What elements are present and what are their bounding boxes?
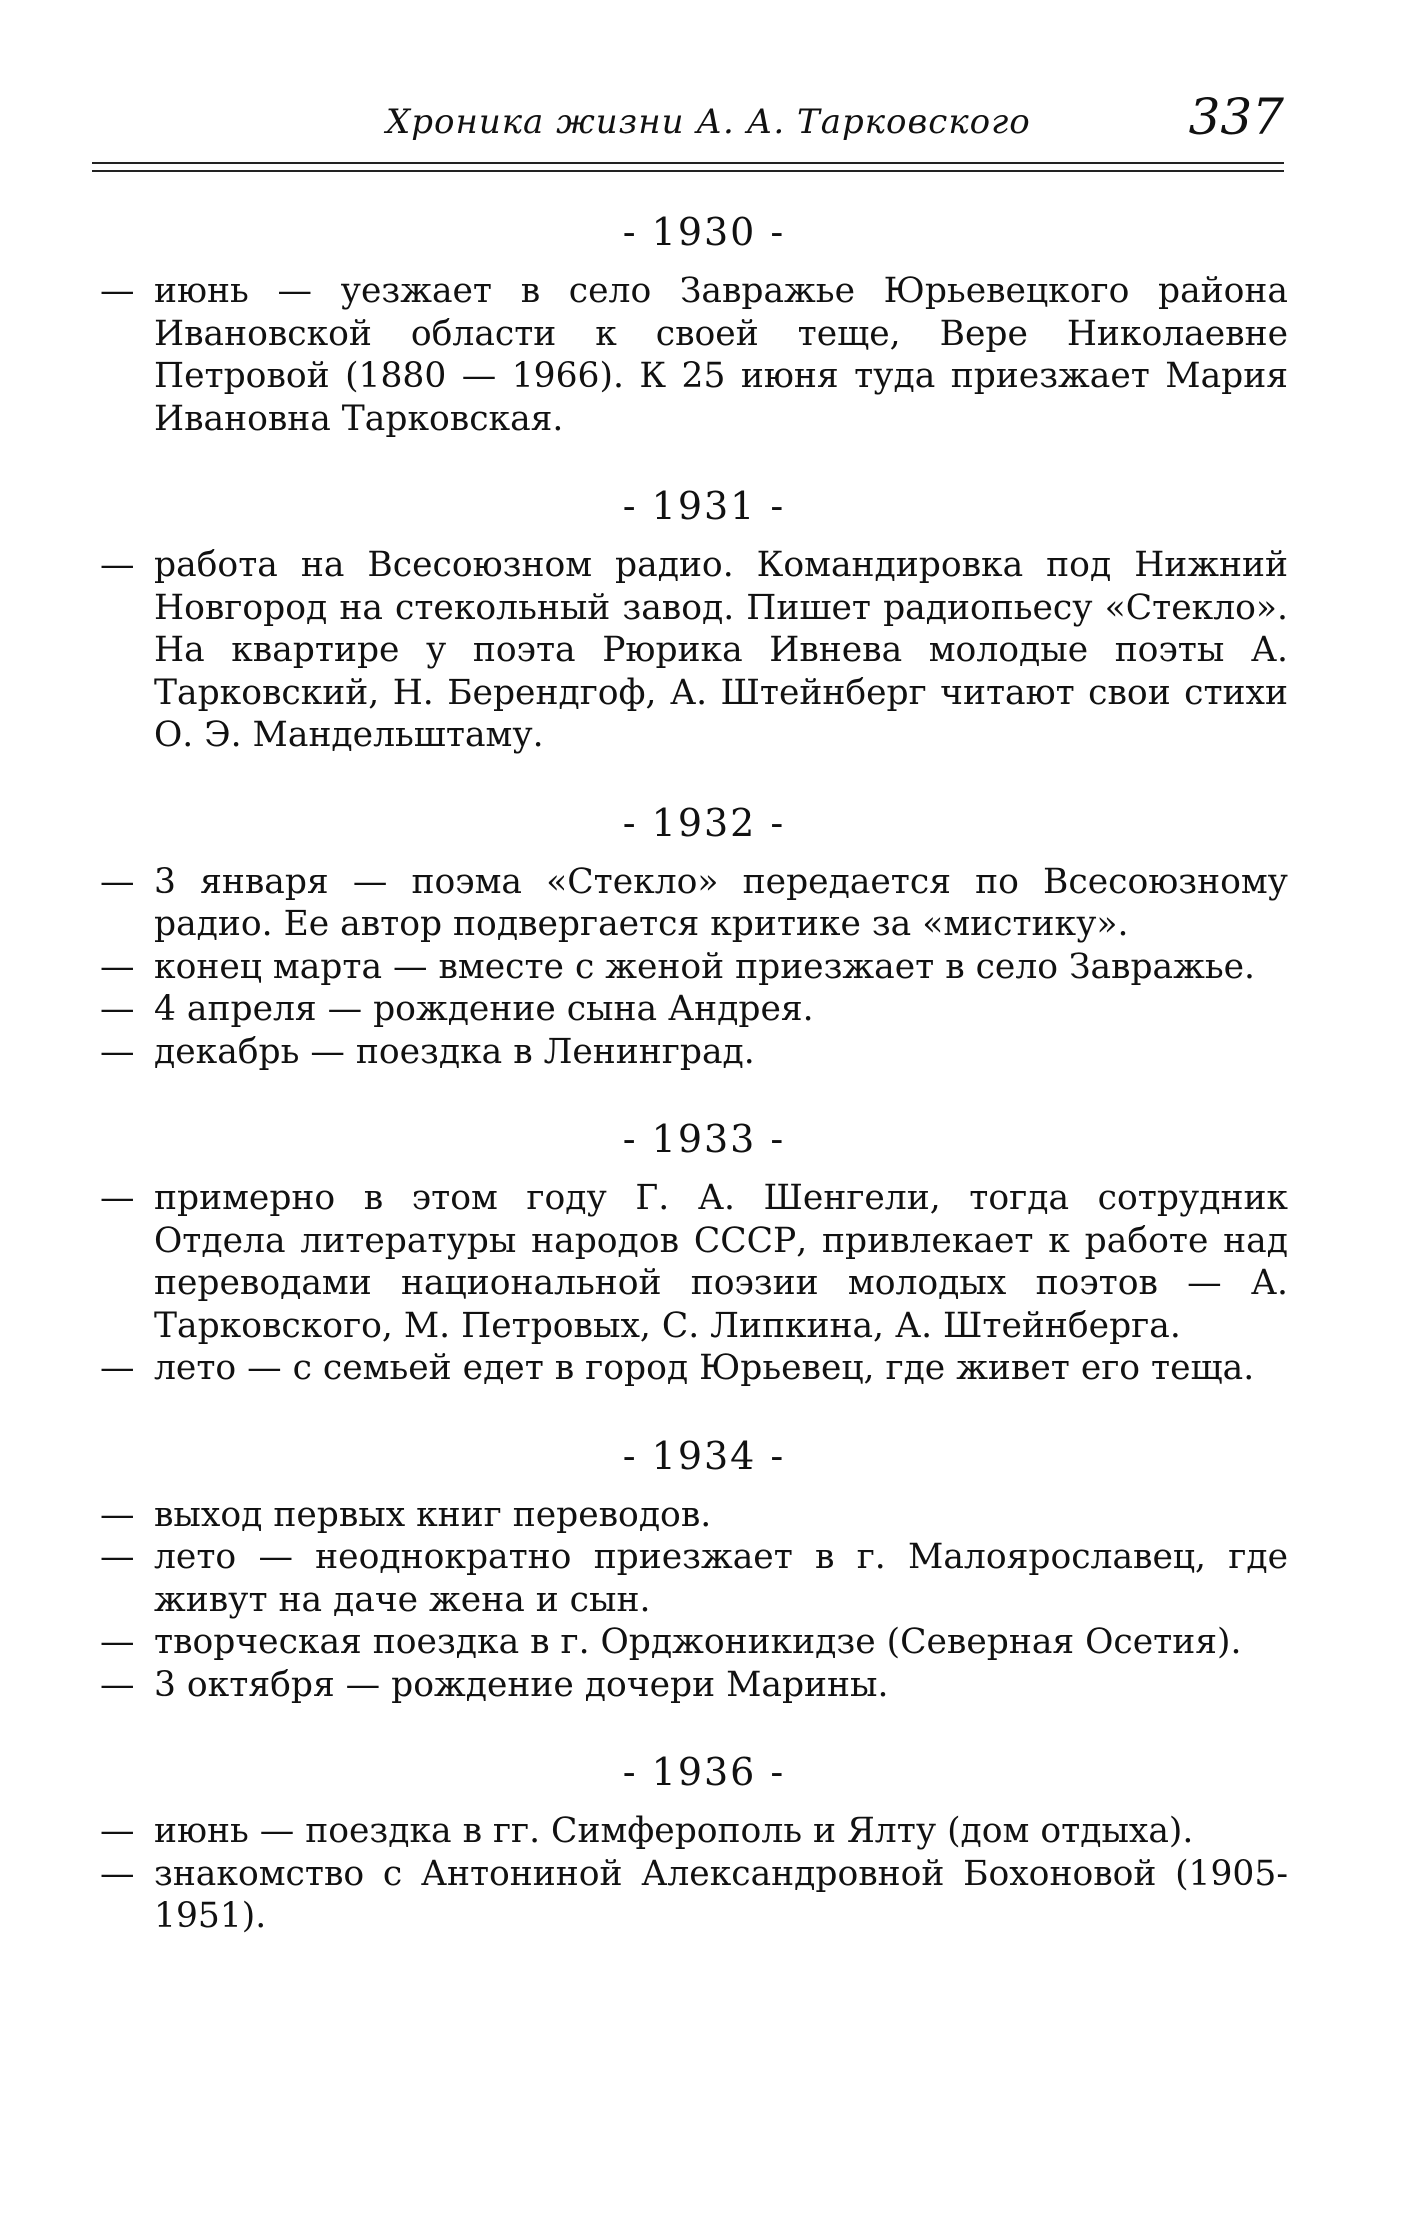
header-rule xyxy=(92,162,1284,172)
year-heading: - 1936 - xyxy=(622,1750,786,1794)
entry-text: работа на Всесоюзном радио. Командировка под Нижний Новгород на стекольный завод. Пишет радиопьесу «Стекло». На квартире у поэта Рюрика Ивнева молодые поэты А. Тарковский, Н. Берендгоф, А. Штейнберг читают свои стихи О. Э. Мандельштаму. xyxy=(154,545,1288,755)
year-heading: - 1930 - xyxy=(622,210,786,254)
entry-list xyxy=(100,270,1288,440)
chronicle-entry xyxy=(100,988,1288,1031)
year-section xyxy=(100,1113,1288,1390)
chronicle-entry xyxy=(100,1031,1288,1074)
entry-text: декабрь — поездка в Ленинград. xyxy=(154,1031,755,1072)
chronicle-entry xyxy=(100,946,1288,989)
year-heading: - 1931 - xyxy=(622,484,786,528)
year-section xyxy=(100,1430,1288,1707)
entry-text: творческая поездка в г. Орджоникидзе (Северная Осетия). xyxy=(154,1622,1242,1662)
entry-list xyxy=(100,544,1288,757)
entry-text: 3 октября — рождение дочери Марины. xyxy=(154,1664,889,1705)
entry-list xyxy=(100,861,1288,1074)
entry-dash: — xyxy=(100,545,135,585)
entry-text: примерно в этом году Г. А. Шенгели, тогда сотрудник Отдела литературы народов СССР, привлекает к работе над переводами национальной поэзии молодых поэтов — А. Тарковского, М. Петровых, С. Липкина, А. Штейнберга. xyxy=(154,1178,1288,1346)
entry-text: знакомство с Антониной Александровной Бохоновой (1905-1951). xyxy=(154,1853,1288,1936)
entry-list xyxy=(100,1177,1288,1390)
running-title: Хроника жизни А. А. Тарковского xyxy=(386,102,1031,142)
entry-text: 4 апреля — рождение сына Андрея. xyxy=(154,989,814,1029)
page-number: 337 xyxy=(1188,88,1284,146)
entry-dash: — xyxy=(100,1622,135,1662)
year-section xyxy=(100,1746,1288,1938)
entry-dash: — xyxy=(100,271,135,311)
entry-dash: — xyxy=(100,861,135,902)
entry-text: июнь — уезжает в село Завражье Юрьевецкого района Ивановской области к своей теще, Вере Николаевне Петровой (1880 — 1966). К 25 июня туда приезжает Мария Ивановна Тарковская. xyxy=(154,271,1288,439)
entry-text: лето — неоднократно приезжает в г. Малоярославец, где живут на даче жена и сын. xyxy=(154,1537,1288,1620)
year-section xyxy=(100,480,1288,757)
chronicle-entry xyxy=(100,544,1288,757)
chronicle-entry xyxy=(100,1810,1288,1853)
chronicle-body xyxy=(100,206,1288,1978)
entry-text: июнь — поездка в гг. Симферополь и Ялту (дом отдыха). xyxy=(154,1811,1194,1851)
year-section xyxy=(100,797,1288,1074)
entry-dash: — xyxy=(100,989,135,1029)
chronicle-entry xyxy=(100,1664,1288,1707)
entry-dash: — xyxy=(100,1537,135,1577)
entry-dash: — xyxy=(100,1031,135,1072)
chronicle-entry xyxy=(100,1536,1288,1621)
entry-dash: — xyxy=(100,1348,135,1388)
chronicle-entry xyxy=(100,1621,1288,1664)
year-heading: - 1933 - xyxy=(622,1117,786,1161)
entry-text: 3 января — поэма «Стекло» передается по Всесоюзному радио. Ее автор подвергается критике за «мистику». xyxy=(154,861,1288,944)
year-heading: - 1932 - xyxy=(622,800,786,845)
year-heading: - 1934 - xyxy=(622,1433,786,1478)
entry-dash: — xyxy=(100,1494,135,1535)
entry-list xyxy=(100,1494,1288,1707)
entry-text: конец марта — вместе с женой приезжает в село Завражье. xyxy=(154,946,1256,987)
entry-list xyxy=(100,1810,1288,1938)
page-header xyxy=(92,88,1284,158)
entry-dash: — xyxy=(100,1664,135,1705)
chronicle-entry xyxy=(100,1494,1288,1537)
chronicle-entry xyxy=(100,1177,1288,1347)
entry-dash: — xyxy=(100,1853,135,1894)
entry-dash: — xyxy=(100,1178,135,1218)
entry-text: выход первых книг переводов. xyxy=(154,1494,712,1535)
year-section xyxy=(100,206,1288,440)
chronicle-entry xyxy=(100,270,1288,440)
chronicle-entry xyxy=(100,1853,1288,1938)
entry-text: лето — с семьей едет в город Юрьевец, где живет его теща. xyxy=(154,1348,1255,1388)
chronicle-entry xyxy=(100,1347,1288,1390)
entry-dash: — xyxy=(100,1811,135,1851)
entry-dash: — xyxy=(100,946,135,987)
chronicle-entry xyxy=(100,861,1288,946)
